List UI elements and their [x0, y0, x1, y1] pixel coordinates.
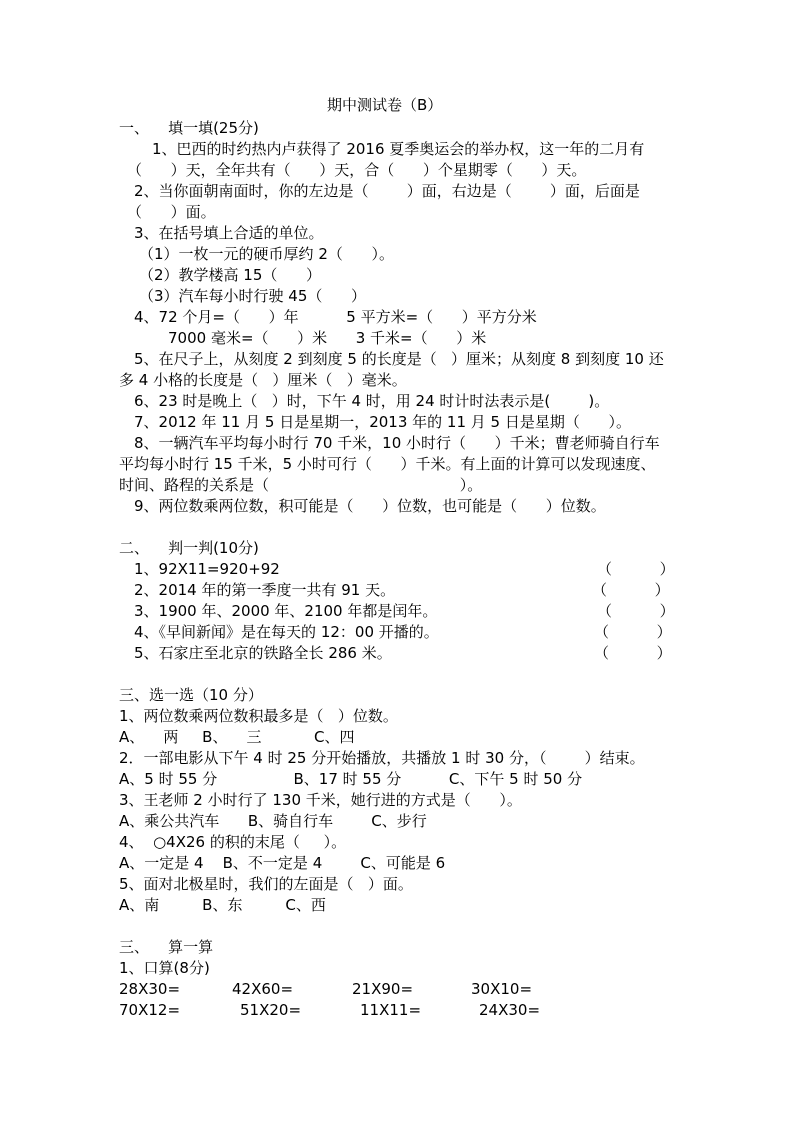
judge-bracket: （ ） — [592, 581, 670, 599]
fill-line: 2、当你面朝南面时，你的左边是（ ）面，右边是（ ）面，后面是 — [134, 182, 640, 200]
calc-item: 24X30= — [479, 1001, 541, 1019]
calc-item: 70X12= — [119, 1001, 181, 1019]
fill-line: 3、在括号填上合适的单位。 — [134, 224, 324, 242]
fill-line: 平均每小时行 15 千米，5 小时可行（ ）千米。有上面的计算可以发现速度、 — [119, 455, 656, 473]
page-title: 期中测试卷（B） — [327, 96, 443, 114]
choose-line: 2．一部电影从下午 4 时 25 分开始播放，共播放 1 时 30 分，（ ）结束。 — [119, 749, 645, 767]
choose-line: A、南 B、东 C、西 — [119, 896, 326, 914]
judge-bracket: （ ） — [594, 623, 672, 641]
section-heading-choose: 三、选一选（10 分） — [119, 686, 263, 704]
choose-line: A、乘公共汽车 B、骑自行车 C、步行 — [119, 812, 427, 830]
fill-line: 7、2012 年 11 月 5 日是星期一，2013 年的 11 月 5 日是星期（ ）。 — [134, 413, 631, 431]
judge-bracket: （ ） — [597, 602, 675, 620]
choose-line: 1、两位数乘两位数积最多是（ ）位数。 — [119, 707, 398, 725]
fill-line: 8、一辆汽车平均每小时行 70 千米，10 小时行（ ）千米；曹老师骑自行车 — [134, 434, 660, 452]
choose-line: 5、面对北极星时，我们的左面是（ ）面。 — [119, 875, 413, 893]
calc-sub-heading: 1、口算(8分) — [119, 959, 210, 977]
fill-line: 5、在尺子上，从刻度 2 到刻度 5 的长度是（ ）厘米；从刻度 8 到刻度 10 还 — [134, 350, 664, 368]
judge-item: 5、石家庄至北京的铁路全长 286 米。 — [134, 644, 392, 662]
fill-line: （1）一枚一元的硬币厚约 2（ ）。 — [139, 245, 394, 263]
fill-line: （ ）面。 — [127, 203, 216, 221]
judge-bracket: （ ） — [594, 644, 672, 662]
fill-line: 多 4 小格的长度是（ ）厘米（ ）毫米。 — [119, 371, 407, 389]
judge-item: 4、《早间新闻》是在每天的 12：00 开播的。 — [134, 623, 439, 641]
fill-line: 时间、路程的关系是（ ）。 — [119, 476, 483, 494]
fill-line: （ ）天，全年共有（ ）天，合（ ）个星期零（ ）天。 — [127, 161, 587, 179]
choose-line: A、 两 B、 三 C、四 — [119, 728, 355, 746]
fill-line: 7000 毫米=（ ）米 3 千米=（ ）米 — [168, 329, 487, 347]
section-heading-calc: 三、 算一算 — [119, 938, 214, 956]
calc-item: 28X30= — [119, 980, 181, 998]
fill-line: （3）汽车每小时行驶 45（ ） — [139, 287, 367, 305]
judge-bracket: （ ） — [597, 560, 675, 578]
calc-item: 42X60= — [232, 980, 294, 998]
judge-item: 3、1900 年、2000 年、2100 年都是闰年。 — [134, 602, 438, 620]
choose-line: A、5 时 55 分 B、17 时 55 分 C、下午 5 时 50 分 — [119, 770, 583, 788]
fill-line: 4、72 个月=（ ）年 5 平方米=（ ）平方分米 — [134, 308, 537, 326]
fill-line: （2）教学楼高 15（ ） — [139, 266, 322, 284]
choose-line: 3、王老师 2 小时行了 130 千米，她行进的方式是（ ）。 — [119, 791, 522, 809]
fill-line: 9、两位数乘两位数，积可能是（ ）位数，也可能是（ ）位数。 — [134, 497, 606, 515]
judge-item: 2、2014 年的第一季度一共有 91 天。 — [134, 581, 396, 599]
judge-item: 1、92X11=920+92 — [134, 560, 280, 578]
calc-item: 11X11= — [360, 1001, 422, 1019]
calc-item: 30X10= — [471, 980, 533, 998]
choose-line: A、一定是 4 B、不一定是 4 C、可能是 6 — [119, 854, 446, 872]
calc-item: 21X90= — [352, 980, 414, 998]
fill-line: 1、巴西的时约热内卢获得了 2016 夏季奥运会的举办权，这一年的二月有 — [152, 140, 645, 158]
choose-line: 4、 ○4X26 的积的末尾（ ）。 — [119, 833, 347, 851]
section-heading-judge: 二、 判一判(10分) — [119, 539, 259, 557]
calc-item: 51X20= — [240, 1001, 302, 1019]
section-heading-fill: 一、 填一填(25分) — [119, 119, 259, 137]
fill-line: 6、23 时是晚上（ ）时，下午 4 时，用 24 时计时法表示是( )。 — [134, 392, 610, 410]
